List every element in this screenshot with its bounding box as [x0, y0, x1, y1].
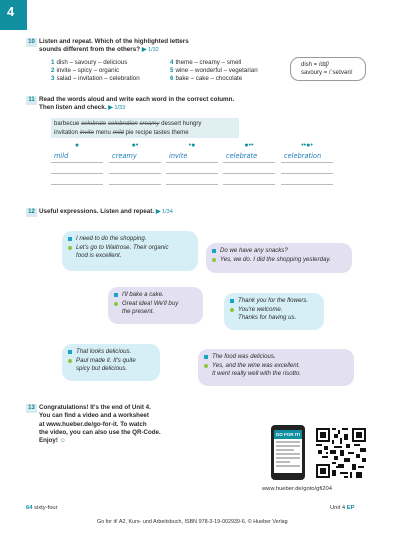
stress-column	[281, 142, 333, 185]
answer-line[interactable]	[223, 163, 275, 174]
answer-line[interactable]	[223, 174, 275, 185]
unit-label: Unit 4	[330, 505, 346, 511]
answer-line[interactable]	[51, 163, 103, 174]
answer-line[interactable]	[51, 174, 103, 185]
word-box-item: hungry	[182, 120, 202, 127]
qr-code-icon[interactable]	[316, 428, 366, 478]
video-url[interactable]: www.hueber.de/goto/gfi204	[262, 486, 332, 492]
answer-field[interactable]: celebration	[281, 152, 333, 163]
list-item: 3 salad – invitation – celebration	[51, 74, 140, 82]
page-number: 64	[26, 505, 33, 511]
page-number-words: sixty-four	[34, 505, 58, 511]
list-item: 4 theme – creamy – smell	[170, 59, 242, 66]
list-item: 1 dish – savoury – delicious	[51, 59, 128, 66]
exercise-number: 10	[26, 38, 37, 47]
speech-bubble: I'll bake a cake. Great idea! We'll buy the present.	[108, 287, 203, 324]
bubble-question: Thank you for the flowers.	[230, 297, 318, 306]
play-icon: ▶	[141, 46, 147, 53]
play-icon: ▶	[108, 104, 113, 111]
bubble-question: I'll bake a cake.	[114, 291, 197, 300]
stress-pattern: ●••	[244, 142, 254, 149]
word-box-item: invitation	[54, 128, 79, 136]
answer-field[interactable]: creamy	[109, 152, 161, 163]
stress-column	[51, 142, 103, 185]
stress-column	[109, 142, 161, 185]
stress-pattern: ●•	[131, 142, 139, 149]
imprint: Go for it! A2, Kurs- und Arbeitsbuch, ISBN 978-3-19-002939-6, © Hueber Verlag	[97, 519, 288, 525]
bubble-question: The food was delicious.	[204, 353, 348, 362]
exercise-number: 13	[26, 404, 37, 413]
answer-line[interactable]	[281, 174, 333, 185]
word-box-item: celebration	[107, 120, 138, 127]
word-box-item: invite	[79, 128, 94, 136]
speech-bubble	[206, 243, 352, 273]
bubble-answer: You're welcome.	[230, 306, 318, 315]
word-box-row	[54, 129, 239, 138]
bubble-question: Do we have any snacks?	[212, 247, 346, 256]
word-box-item: mild	[112, 128, 124, 136]
word-box-item: creamy	[139, 120, 160, 127]
answer-line[interactable]	[166, 174, 218, 185]
word-box-item: tastes	[153, 128, 170, 136]
word-box	[51, 118, 239, 138]
word-box-item: barbecue	[54, 120, 80, 127]
speech-bubble: Thank you for the flowers. You're welcome. Thanks for having us.	[224, 293, 324, 330]
stress-pattern: ●	[74, 142, 80, 149]
smiley-icon: ☺	[59, 437, 66, 445]
smartphone-image: GO FOR IT!	[271, 425, 305, 480]
speech-bubble: I need to do the shopping. Let's go to Waitrose. Their organic food is excellent.	[62, 231, 198, 271]
bubble-question: That looks delicious.	[68, 348, 154, 357]
unit-tab	[0, 0, 27, 30]
stress-column	[166, 142, 218, 185]
exercise-instruction: Read the words aloud and write each word in the correct column. Then listen and check. ▶ 1/33	[39, 96, 235, 111]
audio-track[interactable]: ▶ 1/33	[108, 104, 126, 111]
answer-field[interactable]: invite	[166, 152, 218, 163]
audio-track[interactable]: ▶ 1/32	[141, 46, 159, 53]
answer-line[interactable]	[281, 163, 333, 174]
answer-line[interactable]	[109, 174, 161, 185]
page-footer-left	[26, 505, 58, 512]
speech-bubble: The food was delicious. Yes, and the wine was excellent. It went really well with the risotto.	[198, 349, 354, 386]
bubble-answer: Let's go to Waitrose. Their organic	[68, 244, 192, 253]
exercise-instruction: Listen and repeat. Which of the highlighted letters sounds different from the others? ▶ 1/32	[39, 38, 189, 53]
word-box-item: theme	[171, 128, 189, 136]
word-box-item: menu	[95, 128, 111, 136]
section-label: EP	[346, 505, 355, 511]
exercise-instruction: Useful expressions. Listen and repeat. ▶ 1/34	[39, 208, 173, 215]
list-item: 2 invite – spicy – organic	[51, 66, 120, 74]
answer-line[interactable]	[166, 163, 218, 174]
exercise-instruction: Congratulations! It's the end of Unit 4. You can find a video and a worksheet at www.hueber.de/go-for-it. To watch the video, you can also use the QR-Code. Enjoy! ☺	[39, 404, 161, 445]
exercise-number: 12	[26, 208, 37, 217]
speech-bubble: That looks delicious. Paul made it. It's quite spicy but delicious.	[62, 344, 160, 381]
play-icon: ▶	[155, 209, 161, 215]
stress-pattern: •●	[188, 142, 196, 149]
word-box-row	[54, 120, 239, 129]
audio-track[interactable]: ▶ 1/34	[155, 209, 173, 215]
bubble-answer: Yes, and the wine was excellent.	[204, 362, 348, 371]
word-list-right	[170, 59, 258, 82]
word-box-item: dessert	[161, 120, 182, 127]
exercise-number: 11	[26, 96, 37, 105]
pronunciation-note: dish = /dɪʃ/ savoury = /ˈseɪvəri/	[290, 57, 366, 81]
word-box-item: recipe	[135, 128, 152, 136]
word-box-item: pie	[125, 128, 134, 136]
stress-pattern: ••●•	[301, 142, 313, 149]
unit-number: 4	[7, 4, 15, 19]
answer-field[interactable]: mild	[51, 152, 103, 163]
answer-line[interactable]	[109, 163, 161, 174]
word-list-left	[51, 59, 140, 82]
word-box-item: celebrate	[81, 120, 107, 127]
stress-column	[223, 142, 275, 185]
answer-field[interactable]: celebrate	[223, 152, 275, 163]
bubble-answer: Yes, we do. I did the shopping yesterday.	[212, 256, 346, 265]
list-item: 5 wine – wonderful – vegetarian	[170, 66, 258, 74]
bubble-answer: Great idea! We'll buy	[114, 300, 197, 309]
list-item: 6 bake – cake – chocolate	[170, 74, 243, 82]
page-footer-right	[330, 505, 355, 512]
bubble-answer: Paul made it. It's quite	[68, 357, 154, 366]
bubble-question: I need to do the shopping.	[68, 235, 192, 244]
